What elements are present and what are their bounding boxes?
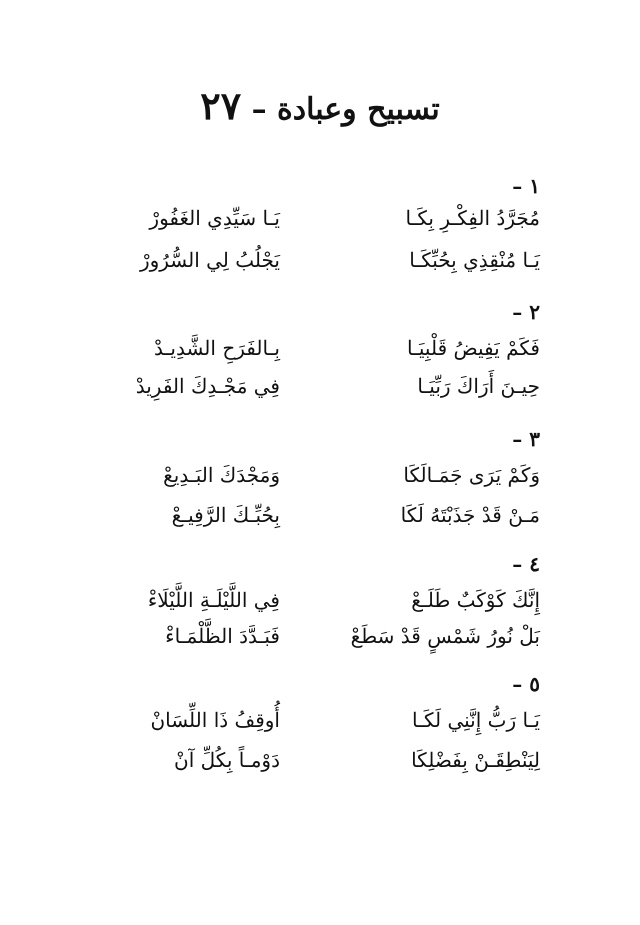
first-hemistich: حِيـنَ أَرَاكَ رَبِّيَـا [417,374,540,398]
title-number: ٢٧ [200,83,242,128]
first-hemistich: يَـا رَبُّ إِنَّنِي لَكَـا [412,708,540,732]
first-hemistich: مُجَرَّدُ الفِكْـرِ بِكَـا [405,206,540,230]
verse-line [60,584,540,616]
verse-line [60,744,540,776]
page-title [0,83,640,130]
verse-line [60,499,540,531]
second-hemistich: فِي اللَّيْلَـةِ اللَّيْلَاءْ [147,588,280,612]
first-hemistich: إِنَّكَ كَوْكَبٌ طَلَـعْ [411,588,540,612]
second-hemistich: فَبَـدَّدَ الظَّلْمَـاءْ [165,624,280,648]
verse-line [60,332,540,364]
first-hemistich: بَلْ نُورُ شَمْسٍ قَدْ سَطَعْ [350,624,540,648]
second-hemistich: فِي مَجْـدِكَ الفَرِيدْ [135,374,280,398]
stanza-number: ٣ – [512,427,540,451]
verse-line [60,202,540,234]
second-hemistich: بِـالفَرَحِ الشَّدِيـدْ [154,336,280,360]
second-hemistich: بِحُبِّـكَ الرَّفِيـعْ [171,503,280,527]
verse-line [60,244,540,276]
stanza-number: ١ – [512,174,540,198]
second-hemistich: يَجْلُبُ لِي السُّرُورْ [139,248,280,272]
first-hemistich: مَـنْ قَدْ جَذَبْتَهُ لَكَا [400,503,540,527]
title-separator: – [251,92,267,127]
title-text: تسبيح وعبادة [277,92,440,127]
second-hemistich: يَـا سَيِّدِي الغَفُورْ [149,206,280,230]
verse-line [60,370,540,402]
stanza-number: ٢ – [512,300,540,324]
second-hemistich: وَمَجْدَكَ البَـدِيعْ [163,463,280,487]
verse-line [60,704,540,736]
stanza-number: ٤ – [512,552,540,576]
second-hemistich: دَوْمـاً بِكُلِّ آنْ [174,748,280,772]
first-hemistich: يَـا مُنْقِذِي بِحُبِّكَـا [409,248,540,272]
first-hemistich: وَكَمْ يَرَى جَمَـالَكَا [403,463,540,487]
stanza-number: ٥ – [512,672,540,696]
verse-line [60,459,540,491]
verse-line [60,620,540,652]
first-hemistich: لِيَنْطِقَـنْ بِفَضْلِكَا [411,748,540,772]
first-hemistich: فَكَمْ يَفِيضُ قَلْبِيَـا [406,336,540,360]
second-hemistich: أُوقِفُ ذَا اللِّسَانْ [150,708,280,732]
